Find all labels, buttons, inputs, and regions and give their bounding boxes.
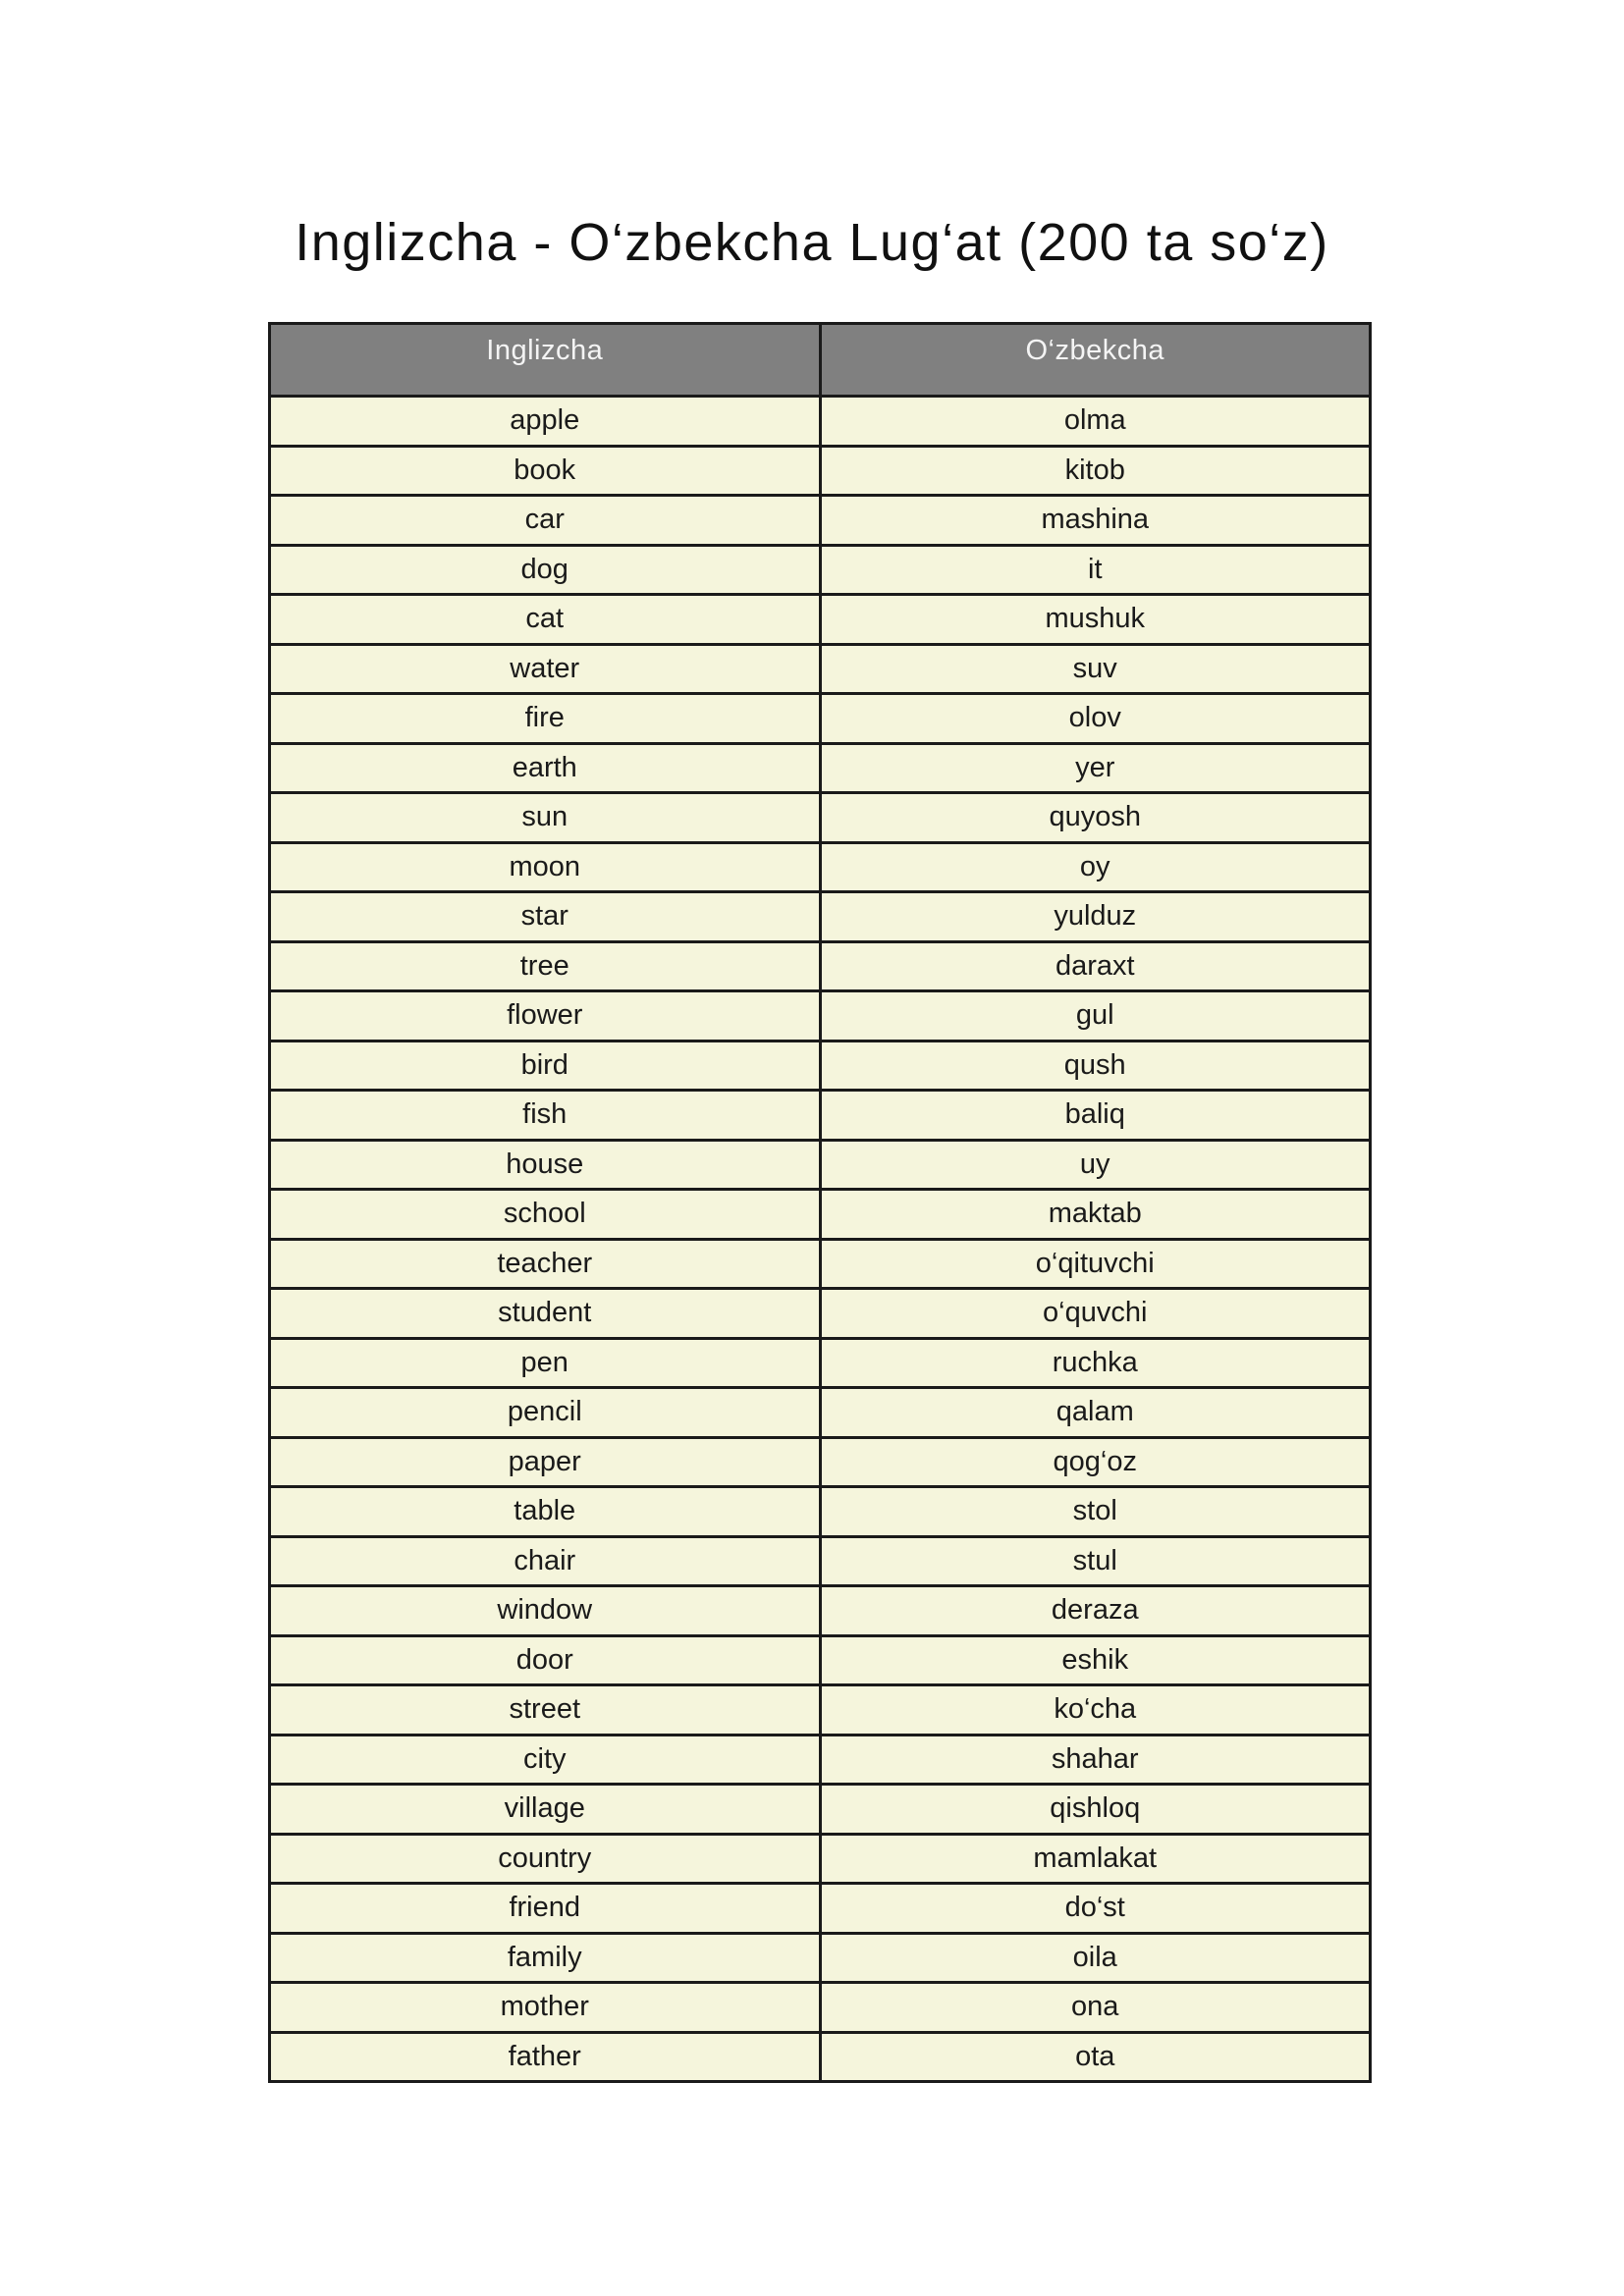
cell-english-word: apple [270,397,821,447]
cell-english-word: country [270,1834,821,1884]
table-row [270,1091,1371,1141]
cell-uzbek-word: daraxt [820,941,1371,991]
vocabulary-table [268,322,1372,2083]
table-row [270,1735,1371,1785]
cell-english-word: family [270,1933,821,1983]
table-row [270,793,1371,843]
table-row [270,941,1371,991]
cell-uzbek-word: qush [820,1041,1371,1091]
cell-uzbek-word: stul [820,1536,1371,1586]
cell-uzbek-word: mushuk [820,595,1371,645]
cell-english-word: chair [270,1536,821,1586]
cell-english-word: earth [270,743,821,793]
cell-english-word: book [270,446,821,496]
table-row [270,1536,1371,1586]
cell-uzbek-word: ko‘cha [820,1685,1371,1735]
table-row [270,2032,1371,2082]
table-row [270,1635,1371,1685]
cell-english-word: street [270,1685,821,1735]
table-row [270,1884,1371,1934]
table-row [270,1041,1371,1091]
cell-uzbek-word: yulduz [820,892,1371,942]
table-row [270,1190,1371,1240]
table-row [270,1983,1371,2033]
table-body [270,397,1371,2082]
cell-uzbek-word: ota [820,2032,1371,2082]
cell-uzbek-word: qalam [820,1388,1371,1438]
cell-english-word: village [270,1785,821,1835]
table-row [270,1586,1371,1636]
cell-english-word: pencil [270,1388,821,1438]
cell-uzbek-word: mamlakat [820,1834,1371,1884]
cell-english-word: school [270,1190,821,1240]
cell-english-word: father [270,2032,821,2082]
table-row [270,397,1371,447]
cell-uzbek-word: olma [820,397,1371,447]
cell-english-word: window [270,1586,821,1636]
table-row [270,1289,1371,1339]
column-header-uzbek: O‘zbekcha [820,324,1371,397]
cell-uzbek-word: kitob [820,446,1371,496]
cell-uzbek-word: qishloq [820,1785,1371,1835]
cell-english-word: fire [270,694,821,744]
cell-english-word: paper [270,1437,821,1487]
cell-uzbek-word: quyosh [820,793,1371,843]
table-row [270,1140,1371,1190]
table-row [270,1437,1371,1487]
cell-uzbek-word: eshik [820,1635,1371,1685]
table-row [270,1785,1371,1835]
cell-uzbek-word: oy [820,842,1371,892]
table-row [270,1834,1371,1884]
table-row [270,1685,1371,1735]
cell-english-word: house [270,1140,821,1190]
cell-english-word: table [270,1487,821,1537]
cell-uzbek-word: ona [820,1983,1371,2033]
cell-english-word: dog [270,545,821,595]
table-row [270,644,1371,694]
cell-uzbek-word: o‘quvchi [820,1289,1371,1339]
cell-uzbek-word: it [820,545,1371,595]
table-row [270,743,1371,793]
cell-english-word: star [270,892,821,942]
cell-uzbek-word: deraza [820,1586,1371,1636]
cell-uzbek-word: yer [820,743,1371,793]
cell-english-word: bird [270,1041,821,1091]
cell-english-word: friend [270,1884,821,1934]
table-row [270,1487,1371,1537]
cell-uzbek-word: suv [820,644,1371,694]
cell-english-word: city [270,1735,821,1785]
table-header-row [270,324,1371,397]
cell-uzbek-word: ruchka [820,1338,1371,1388]
cell-english-word: car [270,496,821,546]
cell-uzbek-word: mashina [820,496,1371,546]
cell-english-word: tree [270,941,821,991]
table-row [270,892,1371,942]
cell-english-word: cat [270,595,821,645]
table-row [270,842,1371,892]
table-row [270,446,1371,496]
cell-english-word: moon [270,842,821,892]
table-row [270,991,1371,1041]
table-row [270,1388,1371,1438]
cell-uzbek-word: olov [820,694,1371,744]
cell-uzbek-word: oila [820,1933,1371,1983]
cell-uzbek-word: shahar [820,1735,1371,1785]
cell-english-word: flower [270,991,821,1041]
column-header-english: Inglizcha [270,324,821,397]
cell-uzbek-word: maktab [820,1190,1371,1240]
cell-english-word: water [270,644,821,694]
cell-uzbek-word: qog‘oz [820,1437,1371,1487]
cell-english-word: fish [270,1091,821,1141]
cell-uzbek-word: baliq [820,1091,1371,1141]
cell-english-word: door [270,1635,821,1685]
cell-uzbek-word: o‘qituvchi [820,1239,1371,1289]
cell-english-word: mother [270,1983,821,2033]
table-row [270,694,1371,744]
cell-uzbek-word: uy [820,1140,1371,1190]
table-row [270,545,1371,595]
cell-english-word: pen [270,1338,821,1388]
table-row [270,1338,1371,1388]
table-row [270,595,1371,645]
cell-uzbek-word: stol [820,1487,1371,1537]
cell-english-word: sun [270,793,821,843]
page-title: Inglizcha - O‘zbekcha Lug‘at (200 ta so‘z) [295,213,1329,272]
table-row [270,1933,1371,1983]
cell-english-word: student [270,1289,821,1339]
cell-english-word: teacher [270,1239,821,1289]
table-row [270,1239,1371,1289]
cell-uzbek-word: do‘st [820,1884,1371,1934]
cell-uzbek-word: gul [820,991,1371,1041]
table-row [270,496,1371,546]
